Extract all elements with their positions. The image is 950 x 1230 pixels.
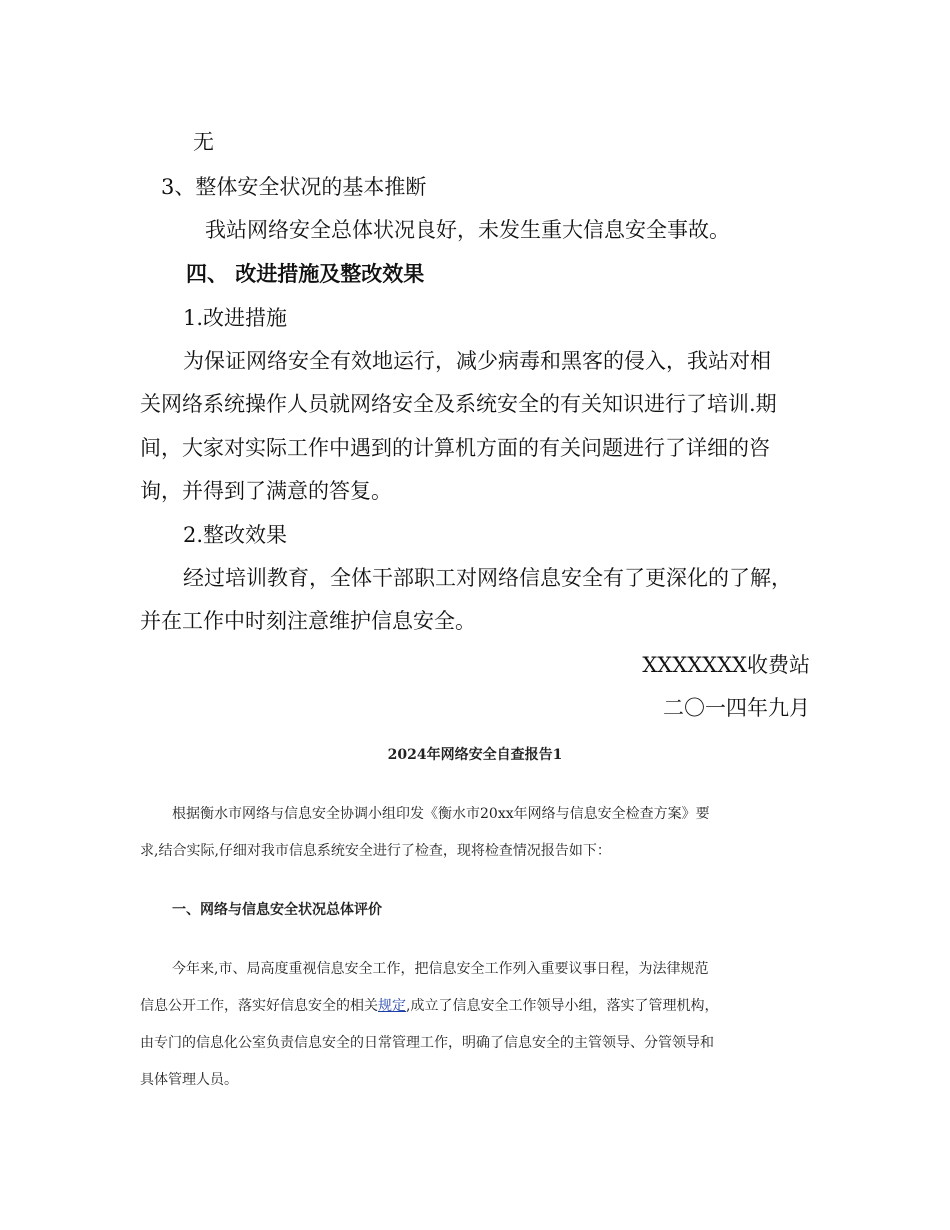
- regulations-link[interactable]: 规定: [378, 998, 406, 1014]
- measures-heading: 1.改进措施: [183, 306, 288, 330]
- none-text: 无: [193, 130, 214, 154]
- heading-overall-evaluation: 一、网络与信息安全状况总体评价: [172, 902, 382, 918]
- item3-body: 我站网络安全总体状况良好，未发生重大信息安全事故。: [205, 218, 730, 242]
- measures-body-line-3: 间，大家对实际工作中遇到的计算机方面的有关问题进行了详细的咨: [140, 436, 770, 460]
- date: 二〇一四年九月: [663, 696, 810, 720]
- signature: XXXXXXX收费站: [642, 653, 810, 677]
- para-line-4: 具体管理人员。: [140, 1072, 238, 1088]
- report-title: 2024年网络安全自查报告1: [387, 747, 563, 763]
- para-line-1: 今年来,市、局高度重视信息安全工作，把信息安全工作列入重要议事日程，为法律规范: [172, 961, 709, 977]
- para-line-2-end: ,成立了信息安全工作领导小组，落实了管理机构，: [406, 998, 719, 1014]
- para-line-2: [140, 995, 718, 1015]
- measures-body-line-1: 为保证网络安全有效地运行，减少病毒和黑客的侵入，我站对相: [183, 349, 771, 373]
- effect-body-line-2: 并在工作中时刻注意维护信息安全。: [140, 609, 476, 633]
- intro-line-1: 根据衡水市网络与信息安全协调小组印发《衡水市20xx年网络与信息安全检查方案》要: [172, 806, 710, 822]
- para-line-3: 由专门的信息化公室负责信息安全的日常管理工作，明确了信息安全的主管领导、分管领导和: [140, 1035, 714, 1051]
- item3-heading: 3、整体安全状况的基本推断: [161, 175, 427, 199]
- effect-heading: 2.整改效果: [183, 523, 288, 547]
- intro-line-2: 求,结合实际,仔细对我市信息系统安全进行了检查，现将检查情况报告如下：: [140, 843, 611, 859]
- section4-heading: 四、 改进措施及整改效果: [186, 261, 425, 286]
- measures-body-line-2: 关网络系统操作人员就网络安全及系统安全的有关知识进行了培训.期: [140, 392, 777, 416]
- para-line-2-start: 信息公开工作，落实好信息安全的相关: [140, 998, 378, 1014]
- effect-body-line-1: 经过培训教育，全体干部职工对网络信息安全有了更深化的了解，: [183, 566, 792, 590]
- measures-body-line-4: 询，并得到了满意的答复。: [140, 479, 392, 503]
